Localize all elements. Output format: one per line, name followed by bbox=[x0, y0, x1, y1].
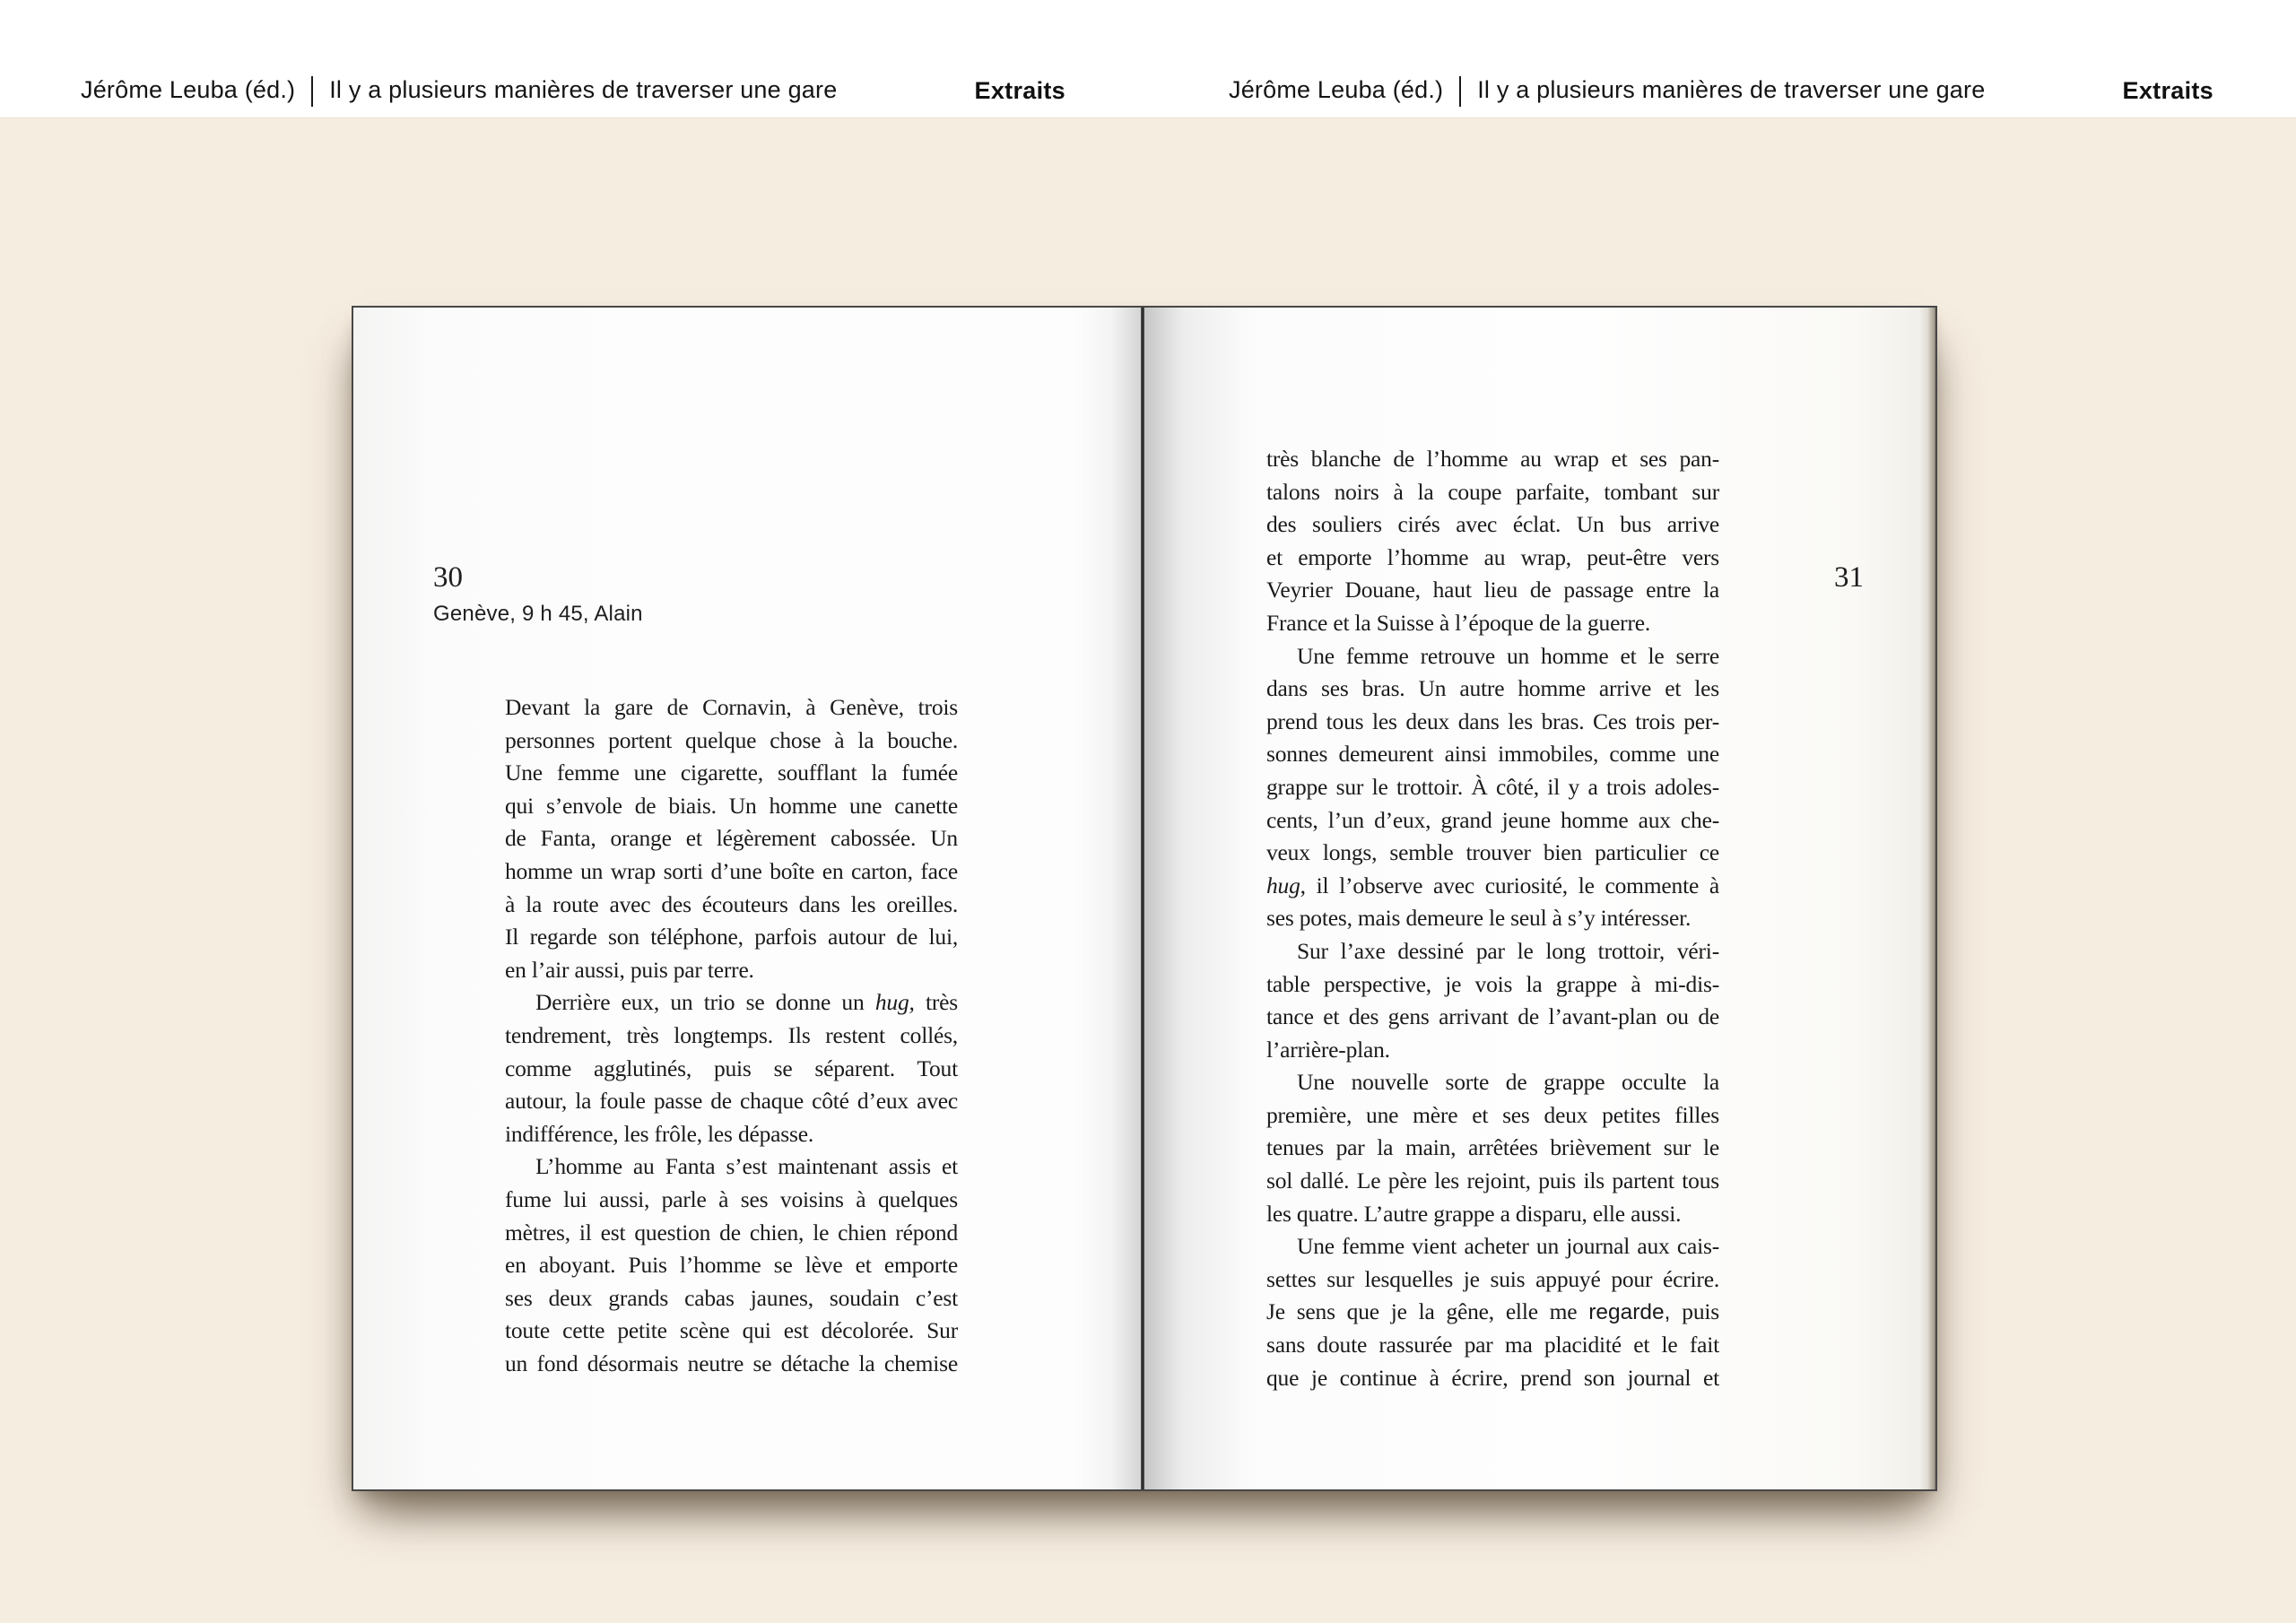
text-line: table perspective, je vois la grappe à mi-dis- bbox=[1266, 970, 1719, 997]
text-line: Une femme vient acheter un journal aux cais- bbox=[1297, 1233, 1719, 1260]
nav-extraits[interactable]: Extraits bbox=[974, 77, 1065, 104]
text-line: à la route avec des écouteurs dans les oreilles. bbox=[505, 890, 958, 917]
text-line: dans ses bras. Un autre homme arrive et les bbox=[1266, 675, 1719, 702]
text-line: première, une mère et ses deux petites filles bbox=[1266, 1101, 1719, 1128]
site-author: Jérôme Leuba (éd.) bbox=[81, 75, 296, 103]
book-page-31 bbox=[1144, 308, 1935, 1489]
page-number: 31 bbox=[1834, 561, 1864, 594]
text-line: autour, la foule passe de chaque côté d’eux avec bbox=[505, 1088, 958, 1115]
text-line: France et la Suisse à l’époque de la guerre. bbox=[1266, 609, 1651, 636]
text-line: tenues par la main, arrêtées brièvement sur le bbox=[1266, 1134, 1719, 1161]
page-31-body bbox=[1266, 443, 1719, 1394]
text-line: très blanche de l’homme au wrap et ses pan- bbox=[1266, 446, 1719, 472]
text-line: cents, l’un d’eux, grand jeune homme aux che- bbox=[1266, 806, 1719, 833]
text-line: Devant la gare de Cornavin, à Genève, trois bbox=[505, 694, 958, 720]
text-line: Une nouvelle sorte de grappe occulte la bbox=[1297, 1069, 1719, 1096]
site-title-link[interactable] bbox=[1229, 74, 1985, 105]
site-book-title: Il y a plusieurs manières de traverser une gare bbox=[329, 75, 838, 103]
text-line: des souliers cirés avec éclat. Un bus arrive bbox=[1266, 511, 1719, 538]
text-line: fume lui aussi, parle à ses voisins à quelques bbox=[505, 1185, 958, 1212]
text-line: Une femme retrouve un homme et le serre bbox=[1297, 642, 1719, 669]
text-line: Veyrier Douane, haut lieu de passage entre la bbox=[1266, 577, 1719, 603]
text-line: indifférence, les frôle, les dépasse. bbox=[505, 1120, 814, 1147]
text-line: Il regarde son téléphone, parfois autour de lui, bbox=[505, 924, 958, 950]
text-line: Derrière eux, un trio se donne un hug, très bbox=[535, 989, 958, 1016]
book-page-30 bbox=[353, 308, 1141, 1489]
header-panel-left bbox=[0, 0, 1148, 117]
text-line: personnes portent quelque chose à la bouche. bbox=[505, 726, 958, 753]
text-line: prend tous les deux dans les bras. Ces trois per- bbox=[1266, 707, 1719, 734]
text-line: un fond désormais neutre se détache la chemise bbox=[505, 1350, 958, 1376]
text-line: settes sur lesquelles je suis appuyé pour écrire. bbox=[1266, 1265, 1719, 1292]
text-line: et emporte l’homme au wrap, peut-être vers bbox=[1266, 543, 1719, 570]
text-line: qui s’envole de biais. Un homme une canette bbox=[505, 792, 958, 819]
text-line: que je continue à écrire, prend son journal et bbox=[1266, 1364, 1719, 1391]
site-book-title: Il y a plusieurs manières de traverser une gare bbox=[1477, 75, 1986, 103]
page-stack-edge bbox=[1919, 308, 1935, 1489]
text-line: hug, il l’observe avec curiosité, le commente à bbox=[1266, 872, 1719, 898]
text-line: tendrement, très longtemps. Ils restent collés, bbox=[505, 1021, 958, 1048]
text-line: talons noirs à la coupe parfaite, tombant sur bbox=[1266, 478, 1719, 505]
text-line: les quatre. L’autre grappe a disparu, elle aussi. bbox=[1266, 1200, 1682, 1227]
text-line: Je sens que je la gêne, elle me regarde, puis bbox=[1266, 1298, 1719, 1325]
text-line: grappe sur le trottoir. À côté, il y a trois adoles- bbox=[1266, 773, 1719, 800]
site-author: Jérôme Leuba (éd.) bbox=[1229, 75, 1444, 103]
text-line: toute cette petite scène qui est décolorée. Sur bbox=[505, 1317, 958, 1344]
text-line: tance et des gens arrivant de l’avant-plan ou de bbox=[1266, 1003, 1719, 1030]
text-line: comme agglutinés, puis se séparent. Tout bbox=[505, 1055, 958, 1081]
nav-extraits[interactable]: Extraits bbox=[2122, 77, 2213, 104]
page-caption: Genève, 9 h 45, Alain bbox=[433, 602, 643, 626]
page-number: 30 bbox=[433, 561, 463, 594]
text-line: sans doute rassurée par ma placidité et le fait bbox=[1266, 1332, 1719, 1358]
text-line: l’arrière-plan. bbox=[1266, 1036, 1390, 1063]
header-divider-bar bbox=[1459, 76, 1461, 107]
text-line: mètres, il est question de chien, le chien répond bbox=[505, 1219, 958, 1245]
text-line: Une femme une cigarette, soufflant la fumée bbox=[505, 759, 958, 786]
text-line: sonnes demeurent ainsi immobiles, comme une bbox=[1266, 741, 1719, 768]
header-divider-bar bbox=[311, 76, 313, 107]
site-title-link[interactable] bbox=[81, 74, 837, 105]
site-header bbox=[0, 0, 2296, 118]
gutter-shadow-right bbox=[1144, 308, 1252, 1489]
header-panel-right bbox=[1148, 0, 2296, 117]
text-line: ses deux grands cabas jaunes, soudain c’est bbox=[505, 1284, 958, 1311]
text-line: L’homme au Fanta s’est maintenant assis et bbox=[535, 1153, 958, 1180]
content-background bbox=[0, 118, 2296, 1623]
text-line: Sur l’axe dessiné par le long trottoir, véri- bbox=[1297, 937, 1719, 964]
text-line: de Fanta, orange et légèrement cabossée. Un bbox=[505, 825, 958, 852]
page-30-body bbox=[505, 691, 958, 1380]
book-spread bbox=[352, 306, 1937, 1491]
text-line: sol dallé. Le père les rejoint, puis ils partent tous bbox=[1266, 1167, 1719, 1194]
text-line: ses potes, mais demeure le seul à s’y intéresser. bbox=[1266, 905, 1692, 932]
text-line: en aboyant. Puis l’homme se lève et emporte bbox=[505, 1252, 958, 1279]
text-line: veux longs, semble trouver bien particulier ce bbox=[1266, 839, 1719, 866]
gutter-shadow-left bbox=[1074, 308, 1141, 1489]
text-line: en l’air aussi, puis par terre. bbox=[505, 956, 754, 983]
text-line: homme un wrap sorti d’une boîte en carton, face bbox=[505, 857, 958, 884]
